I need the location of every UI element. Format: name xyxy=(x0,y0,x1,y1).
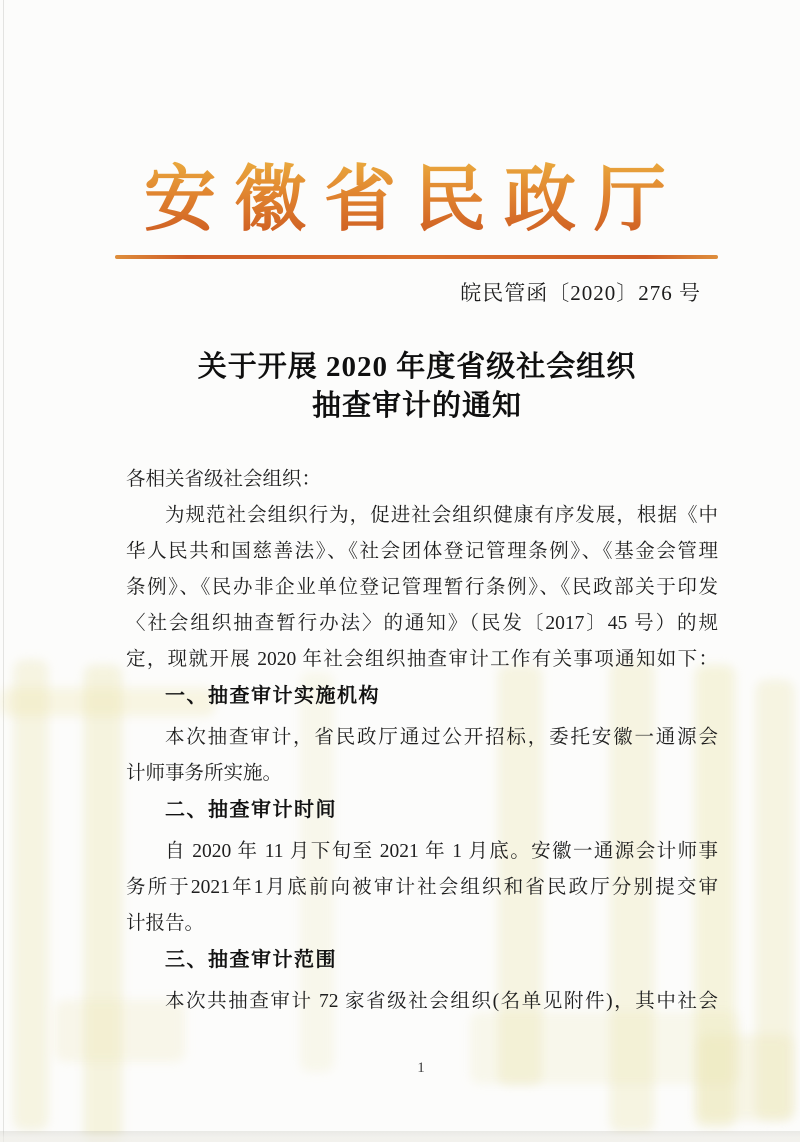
notice-title xyxy=(17,348,800,426)
body-line: 本次抽查审计，省民政厅通过公开招标，委托安徽一通源会 xyxy=(165,727,718,748)
body-line: 务所于2021年1月底前向被审计社会组织和省民政厅分别提交审 xyxy=(126,877,718,898)
section-heading-3: 三、抽查审计范围 xyxy=(165,949,337,971)
body-line: 华人民共和国慈善法》、《社会团体登记管理条例》、《基金会管理 xyxy=(126,541,718,562)
body-line: 〈社会组织抽查暂行办法〉的通知》（民发〔2017〕45 号）的规 xyxy=(126,613,718,634)
body-line: 本次共抽查审计 72 家省级社会组织(名单见附件)，其中社会 xyxy=(165,991,718,1012)
agency-letterhead-title: 安徽省民政厅 xyxy=(14,152,800,248)
scan-streak xyxy=(698,1035,793,1120)
body-line: 为规范社会组织行为，促进社会组织健康有序发展，根据《中 xyxy=(165,505,718,526)
section-heading-2: 二、抽查审计时间 xyxy=(165,799,337,821)
notice-title-line1: 关于开展 2020 年度省级社会组织 xyxy=(197,351,637,383)
section-heading-1: 一、抽查审计实施机构 xyxy=(165,685,380,707)
scan-bottom-edge xyxy=(0,1131,800,1142)
document-reference-number: 皖民管函〔2020〕276 号 xyxy=(460,281,701,305)
page-number: 1 xyxy=(417,1060,425,1076)
salutation-line: 各相关省级社会组织： xyxy=(126,469,322,490)
body-line: 自 2020 年 11 月下旬至 2021 年 1 月底。安徽一通源会计师事 xyxy=(165,841,718,862)
body-line: 计报告。 xyxy=(126,913,205,934)
letterhead-divider-line xyxy=(115,255,718,259)
notice-title-line2: 抽查审计的通知 xyxy=(311,390,522,422)
scan-page-edge xyxy=(3,0,4,1142)
body-line: 定，现就开展 2020 年社会组织抽查审计工作有关事项通知如下： xyxy=(126,649,718,670)
body-line: 条例》、《民办非企业单位登记管理暂行条例》、《民政部关于印发 xyxy=(126,577,718,598)
body-line: 计师事务所实施。 xyxy=(126,763,283,784)
notice-body xyxy=(126,462,718,1020)
